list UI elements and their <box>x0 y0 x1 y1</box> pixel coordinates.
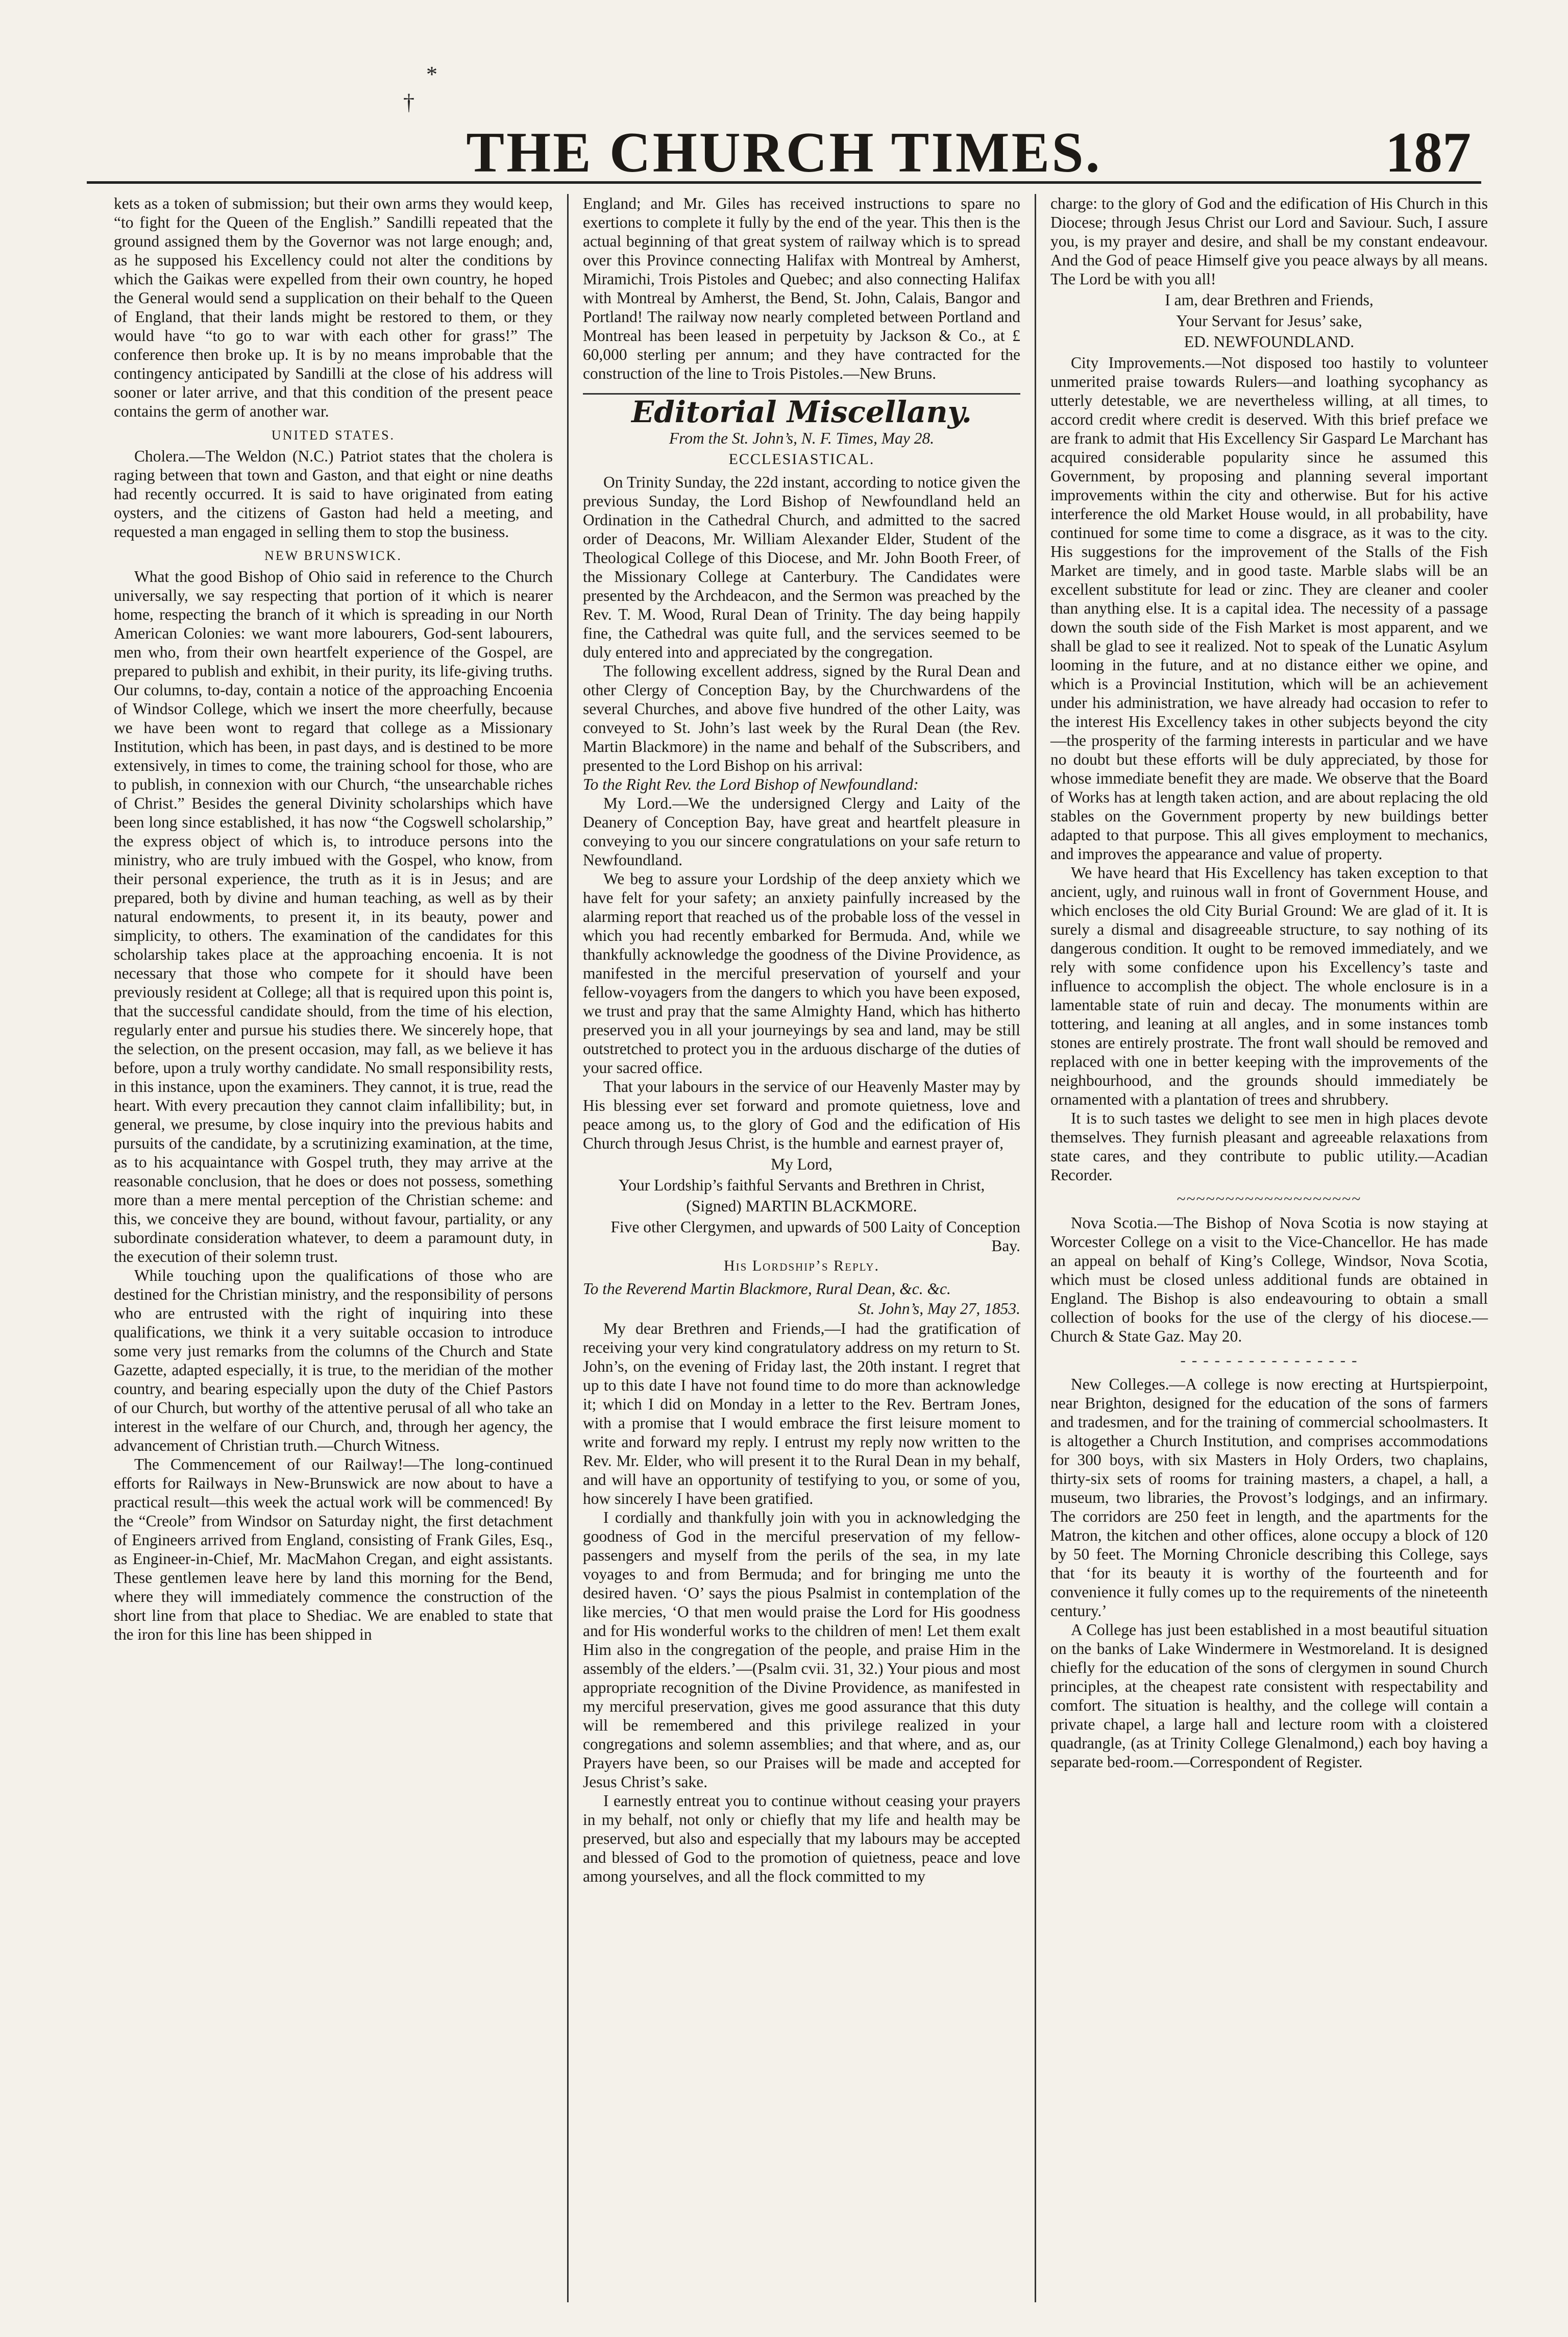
article-paragraph: While touching upon the qualifications of those who are destined for the Christian ministry, and the responsibility of persons who are entrusted with the right of inquiring into these qualifications, we think it a very suitable occasion to introduce some very just remarks from the columns of the Church and State Gazette, adapted especially, it is true, to the meridian of the mother country, and bearing especially upon the duty of the Chief Pastors of our Church, but worthy of the attentive perusal of all who take an interest in the welfare of our Church, and, through her agency, the advancement of Christian truth.—Church Witness. <box>114 1267 553 1454</box>
address-to: To the Right Rev. the Lord Bishop of Newfoundland: <box>583 775 919 793</box>
article-paragraph: We beg to assure your Lordship of the deep anxiety which we have felt for your safety; an anxiety painfully increased by the alarming report that reached us of the probable loss of the vessel in which you had recently embarked for Bermuda. And, while we thankfully acknowledge the goodness of the Divine Providence, as manifested in the merciful preservation of yourself and your fellow-voyagers from the dangers to which you have been exposed, we trust and pray that the same Almighty Hand, which has hitherto preserved you in all your journeyings by sea and land, may be still outstretched to protect you in the arduous discharge of the duties of your sacred office. <box>583 870 1020 1077</box>
dashed-rule: - - - - - - - - - - - - - - - - <box>1180 1351 1358 1369</box>
article-paragraph: The following excellent address, signed by the Rural Dean and other Clergy of Conception Bay, by the Churchwardens of the several Churches, and above five hundred of the other Laity, was conveyed to St. John’s last week by the Rural Dean (the Rev. Martin Blackmore) in the name and behalf of the Subscribers, and presented to the Lord Bishop on his arrival: <box>583 662 1020 774</box>
article-paragraph: charge: to the glory of God and the edification of His Church in this Diocese; through Jesus Christ our Lord and Saviour. Such, I assure you, is my prayer and desire, and shall be my constant endeavour. And the God of peace Himself give you peace always by all means. The Lord be with you all! <box>1050 194 1488 288</box>
article-paragraph: Nova Scotia.—The Bishop of Nova Scotia is now staying at Worcester College on a visit to the Vice-Chancellor. He has made an appeal on behalf of King’s College, Windsor, Nova Scotia, which must be closed unless additional funds are obtained in England. The Bishop is also endeavouring to obtain a small collection of books for the use of the clergy of his diocese.—Church & State Gaz. May 20. <box>1050 1214 1488 1345</box>
signature-line: Your Servant for Jesus’ sake, <box>1176 312 1362 330</box>
stray-mark: † <box>403 90 414 115</box>
column-1 <box>100 194 567 2302</box>
page-number: 187 <box>1385 121 1471 184</box>
column-3 <box>1035 194 1502 2302</box>
article-paragraph: That your labours in the service of our Heavenly Master may by His blessing ever set forward and promote quietness, love and peace among us, to the glory of God and the edification of His Church through Jesus Christ, is the humble and earnest prayer of, <box>583 1078 1020 1152</box>
section-title-editorial-miscellany: Editorial Miscellany. <box>583 393 1020 422</box>
signature-line: (Signed) MARTIN BLACKMORE. <box>686 1197 917 1215</box>
article-paragraph: What the good Bishop of Ohio said in reference to the Church universally, we say respecting that portion of it which is nearer home, respecting the branch of it which is spreading in our North American Colonies: we want more labourers, God-sent labourers, men who, from their own heartfelt experience of the Gospel, are prepared to publish and exhibit, in their purity, its life-giving truths. Our columns, to-day, contain a notice of the approaching Encoenia of Windsor College, which we insert the more cheerfully, because we have been wont to regard that college as a Missionary Institution, which has been, in past days, and is destined to be more extensively, in times to come, the training school for those, who are to publish, in connexion with our Church, “the unsearchable riches of Christ.” Besides the general Divinity scholarships which have been long since established, it has now “the Cogswell scholarship,” the express object of which is, to introduce persons into the ministry, who are truly imbued with the Gospel, who know, from their personal experience, the truth as it is in Jesus; and are prepared, both by divine and human teaching, as well as by their natural endowments, to present it, in its beauty, power and simplicity, to others. The examination of the candidates for this scholarship takes place at the approaching encoenia. It is not necessary that those who compete for it should have been previously resident at College; all that is required upon this point is, that the successful candidate should, from the time of his election, regularly enter and pursue his studies there. We sincerely hope, that the selection, on the present occasion, may fall, as we believe it has before, upon a truly worthy candidate. No small responsibility rests, in this instance, upon the examiners. They cannot, it is true, read the heart. With every precaution they cannot claim infallibility; but, in general, we presume, by close inquiry into the previous habits and pursuits of the candidate, by a scrutinizing examination, at the time, as to his acquaintance with Gospel truth, they may arrive at the reasonable conclusion, that he does or does not possess, something more than a mere mental perception of the Christian scheme: and this, we conceive they are bound, without favour, partiality, or any subordinate consideration whatever, to deem a paramount duty, in the execution of their solemn trust. <box>114 568 553 1265</box>
reply-date: St. John’s, May 27, 1853. <box>858 1300 1020 1318</box>
article-paragraph: My Lord.—We the undersigned Clergy and Laity of the Deanery of Conception Bay, have great and heartfelt pleasure in conveying to you our sincere congratulations on your safe return to Newfoundland. <box>583 794 1020 869</box>
reply-heading: His Lordship’s Reply. <box>723 1257 880 1274</box>
article-paragraph: England; and Mr. Giles has received instructions to spare no exertions to complete it fully by the end of the year. This then is the actual beginning of that great system of railway which is to spread over this Province connecting Halifax with Montreal by Amherst, Miramichi, Trois Pistoles and Quebec; and also connecting Halifax with Montreal by Amherst, the Bend, St. John, Calais, Bangor and Portland! The railway now nearly completed between Portland and Montreal has been leased in perpetuity by Jackson & Co., at £ 60,000 sterling per annum; and they have contracted for the construction of the line to Trois Pistoles.—New Bruns. <box>583 194 1020 382</box>
masthead <box>87 110 1481 184</box>
signature-line: My Lord, <box>771 1155 832 1173</box>
signature-line: Five other Clergymen, and upwards of 500 Laity of Conception Bay. <box>610 1218 1020 1255</box>
signature-line: ED. NEWFOUNDLAND. <box>1184 333 1355 351</box>
article-paragraph: Cholera.—The Weldon (N.C.) Patriot states that the cholera is raging between that town and Gaston, and that eight or nine deaths had recently occurred. It is said to have originated from eating oysters, and the citizens of Gaston had held a meeting, and requested a man engaged in selling them to stop the business. <box>114 447 553 541</box>
signature-line: I am, dear Brethren and Friends, <box>1165 291 1374 309</box>
reply-to: To the Reverend Martin Blackmore, Rural Dean, &c. &c. <box>583 1280 951 1298</box>
section-heading-united-states: UNITED STATES. <box>271 428 396 443</box>
article-paragraph: A College has just been established in a most beautiful situation on the banks of Lake Windermere in Westmoreland. It is designed chiefly for the education of the sons of clergymen in sound Church principles, at the cheapest rate consistent with respectability and comfort. The situation is healthy, and the college will contain a private chapel, a large hall and lecture room with a cloistered quadrangle, (as at Trinity College Glenalmond,) each boy having a separate bed-room.—Correspondent of Register. <box>1050 1621 1488 1771</box>
column-2 <box>567 194 1035 2302</box>
stray-mark: * <box>426 62 437 87</box>
newspaper-title: THE CHURCH TIMES. <box>466 121 1102 184</box>
article-paragraph: New Colleges.—A college is now erecting at Hurtspierpoint, near Brighton, designed for the education of the sons of farmers and tradesmen, and for the training of commercial schoolmasters. It is altogether a Church Institution, and comprises accommodations for 300 boys, with six Masters in Holy Orders, two chaplains, thirty-six sets of rooms for training masters, a chapel, a hall, a museum, two libraries, the Provost’s lodgings, and an infirmary. The corridors are 250 feet in length, and the apartments for the Matron, the kitchen and other offices, alone occupy a block of 120 by 50 feet. The Morning Chronicle describing this College, says that ‘for its beauty it is worthy of the fourteenth and for convenience it fully comes up to the requirements of the nineteenth century.’ <box>1050 1375 1488 1620</box>
article-paragraph: kets as a token of submission; but their own arms they would keep, “to fight for the Queen of the English.” Sandilli repeated that the ground assigned them by the Governor was not large enough; and, as he supposed his Excellency could not alter the conditions by which the Gaikas were expelled from their own country, he hoped the General would send a supplication on their behalf to the Queen of England, that their lands might be restored to them, or they would have “to go to war with each other for grass!” The conference then broke up. It is by no means improbable that the contingency anticipated by Sandilli at the close of his address will sooner or later arrive, and that this condition of the present peace contains the germ of another war. <box>114 194 553 420</box>
subhead-ecclesiastical: ECCLESIASTICAL. <box>728 451 875 468</box>
article-paragraph: It is to such tastes we delight to see men in high places devote themselves. They furnish pleasant and agreeable relaxations from state cares, and they contribute to public utility.—Acadian Recorder. <box>1050 1109 1488 1184</box>
article-paragraph: I cordially and thankfully join with you in acknowledging the goodness of God in the merciful preservation of my fellow-passengers and myself from the perils of the sea, in my late voyages to and from Bermuda; and for bringing me unto the desired haven. ‘O’ says the pious Psalmist in contemplation of the like mercies, ‘O that men would praise the Lord for His goodness and for His wonderful works to the children of men! Let them exalt Him also in the congregation of the people, and praise Him in the assembly of the elders.’—(Psalm cvii. 31, 32.) Your pious and most appropriate recognition of the Divine Providence, as manifested in my merciful preservation, gives me good assurance that this duty will be remembered and this privilege realized in your congregations and solemn assemblies; and that where, and as, our Prayers have been, so our Praises will be made and accepted for Jesus Christ’s sake. <box>583 1508 1020 1791</box>
article-paragraph: I earnestly entreat you to continue without ceasing your prayers in my behalf, not only or chiefly that my life and health may be preserved, but also and especially that my labours may be accepted and blessed of God to the promotion of quietness, peace and love among yourselves, and all the flock committed to my <box>583 1792 1020 1885</box>
article-paragraph: My dear Brethren and Friends,—I had the gratification of receiving your very kind congratulatory address on my return to St. John’s, on the evening of Friday last, the 20th instant. I regret that up to this date I have not found time to do more than acknowledge it; which I did on Monday in a letter to the Rev. Bertram Jones, with a promise that I would embrace the first leisure moment to write and forward my reply. I entrust my reply now written to the Rev. Mr. Elder, who will present it to the Rural Dean in my behalf, and will have an opportunity of testifying to you, or some of you, how sincerely I have been gratified. <box>583 1320 1020 1507</box>
ornamental-rule: ~~~~~~~~~~~~~~~~~~~ <box>1177 1190 1362 1208</box>
article-paragraph: City Improvements.—Not disposed too hastily to volunteer unmerited praise towards Rulers—and loathing sycophancy as utterly detestable, we are nevertheless willing, at all times, to accord credit where credit is deserved. With this brief preface we are frank to admit that His Excellency Sir Gaspard Le Marchant has acquired considerable popularity since he assumed this Government, by proposing and planning several important improvements within the city and otherwise. But for his active interference the old Market House would, in all probability, have continued for some time to come a disgrace, as it was to the city. His suggestions for the improvement of the Stalls of the Fish Market are timely, and in good taste. Marble slabs will be an excellent substitute for lead or zinc. They are cleaner and cooler than anything else. It is a capital idea. The necessity of a passage down the south side of the Fish Market is most apparent, and we shall be glad to see it realized. Not to speak of the Lunatic Asylum looming in the future, and at no distance either we opine, and which is a Provincial Institution, which will be an achievement under his administration, we have already had occasion to refer to the interest His Excellency takes in other subjects beyond the city—the prosperity of the farming interests in particular and we have no doubt but these efforts will be duly appreciated, by those for whose immediate benefit they are made. We observe that the Board of Works has at length taken action, and are about replacing the old stables on the Government property by new buildings better adapted to that purpose. This all gives employment to mechanics, and improves the appearance and value of property. <box>1050 354 1488 863</box>
article-paragraph: The Commencement of our Railway!—The long-continued efforts for Railways in New-Brunswick are now about to have a practical result—this week the actual work will be commenced! By the “Creole” from Windsor on Saturday night, the first detachment of Engineers arrived from England, consisting of Frank Giles, Esq., as Engineer-in-Chief, Mr. MacMahon Cregan, and eight assistants. These gentlemen leave here by land this morning for the Bend, where they will immediately commence the construction of the short line from that place to Shediac. We are enabled to state that the iron for this line has been shipped in <box>114 1455 553 1643</box>
signature-line: Your Lordship’s faithful Servants and Brethren in Christ, <box>618 1176 985 1194</box>
article-paragraph: We have heard that His Excellency has taken exception to that ancient, ugly, and ruinous wall in front of Government House, and which encloses the old City Burial Ground: We are glad of it. It is surely a dismal and disagreeable structure, to say nothing of its dangerous condition. It ought to be removed immediately, and we rely with some confidence upon his Excellency’s taste and influence to accomplish the object. The whole enclosure is in a lamentable state of ruin and decay. The monuments within are tottering, and leaning at all angles, and in some instances tomb stones are entirely prostrate. The front wall should be removed and replaced with one in better keeping with the improvements of the neighbourhood, and the grounds should immediately be ornamented with a plantation of trees and shrubbery. <box>1050 864 1488 1108</box>
section-heading-new-brunswick: NEW BRUNSWICK. <box>264 548 402 563</box>
article-columns <box>100 194 1503 2302</box>
dateline: From the St. John’s, N. F. Times, May 28. <box>669 429 935 447</box>
article-paragraph: On Trinity Sunday, the 22d instant, according to notice given the previous Sunday, the Lord Bishop of Newfoundland held an Ordination in the Cathedral Church, and admitted to the sacred order of Deacons, Mr. William Alexander Elder, Student of the Theological College of this Diocese, and Mr. John Booth Freer, of the Missionary College at Canterbury. The Candidates were presented by the Archdeacon, and the Sermon was preached by the Rev. T. M. Wood, Rural Dean of Trinity. The day being happily fine, the Cathedral was quite full, and the services seemed to be duly entered into and appreciated by the congregation. <box>583 473 1020 661</box>
